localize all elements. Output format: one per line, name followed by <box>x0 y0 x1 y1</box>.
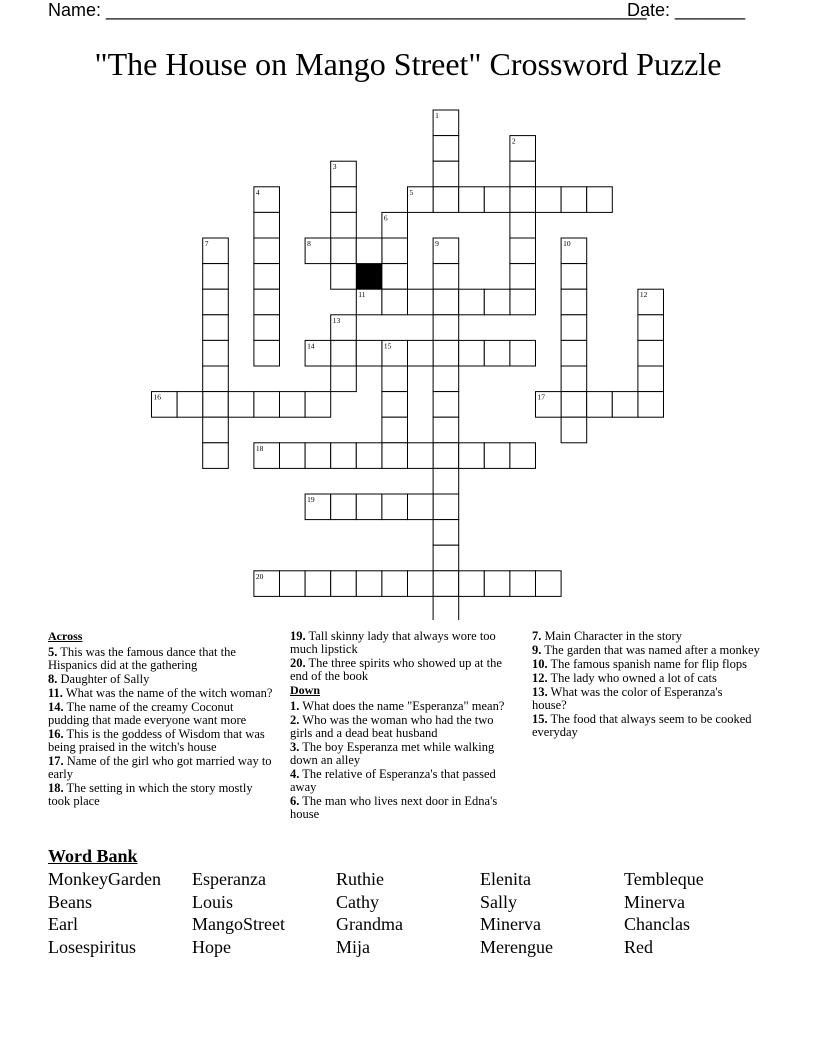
clue-down-6: 6. The man who lives next door in Edna's house <box>290 794 498 821</box>
grid-cell[interactable] <box>536 571 562 597</box>
grid-cell[interactable] <box>280 392 306 418</box>
grid-cell[interactable] <box>433 187 459 213</box>
grid-clue-number: 14 <box>307 341 315 351</box>
grid-cell[interactable] <box>356 238 382 264</box>
clue-across-20: 20. The three spirits who showed up at the end of the book <box>290 656 502 683</box>
grid-cell[interactable] <box>612 392 638 418</box>
word-bank-item: Earl <box>48 914 78 935</box>
grid-cell[interactable] <box>433 289 459 315</box>
grid-cell[interactable] <box>433 392 459 418</box>
clue-across-11: 11. What was the name of the witch woman? <box>48 686 273 700</box>
grid-clue-number: 2 <box>511 136 516 146</box>
grid-cell[interactable] <box>433 494 459 520</box>
word-bank-item: Esperanza <box>192 869 266 889</box>
clue-down-10: 10. The famous spanish name for flip flops <box>532 657 748 671</box>
grid-cell[interactable] <box>254 392 280 418</box>
grid-clue-number: 18 <box>255 443 264 453</box>
grid-cell[interactable] <box>356 571 382 597</box>
grid-cell[interactable] <box>382 264 408 290</box>
grid-cell[interactable] <box>203 315 229 341</box>
grid-clue-number: 16 <box>153 392 161 402</box>
grid-cell[interactable] <box>382 366 408 392</box>
grid-cell[interactable] <box>536 187 562 213</box>
word-bank-item: MangoStreet <box>192 914 285 935</box>
clue-down-15: 15. The food that always seem to be cooked everyday <box>532 712 752 739</box>
grid-cell[interactable] <box>433 340 459 366</box>
clue-down-1: 1. What does the name "Esperanza" mean? <box>290 699 505 713</box>
grid-cell[interactable] <box>638 315 664 341</box>
grid-clue-number: 9 <box>435 239 439 248</box>
grid-cell[interactable] <box>561 417 587 443</box>
grid-cell[interactable] <box>203 392 229 418</box>
word-bank-item: Sally <box>480 891 518 912</box>
grid-cell[interactable] <box>280 443 306 469</box>
grid-cell[interactable] <box>382 392 408 418</box>
grid-cell[interactable] <box>510 289 536 315</box>
grid-cell[interactable] <box>433 161 459 187</box>
grid-clue-number: 7 <box>204 239 209 248</box>
word-bank-item: Ruthie <box>336 869 384 889</box>
grid-cell[interactable] <box>331 212 357 238</box>
grid-cell[interactable] <box>382 238 408 264</box>
grid-clue-number: 11 <box>358 290 366 300</box>
clues-column-3 <box>532 630 760 740</box>
grid-cell[interactable] <box>484 340 510 366</box>
grid-cell[interactable] <box>433 571 459 597</box>
grid-cell[interactable] <box>408 289 434 315</box>
grid-cell[interactable] <box>382 571 408 597</box>
grid-cell[interactable] <box>254 315 280 341</box>
down-heading: Down <box>290 683 321 697</box>
grid-cell[interactable] <box>510 238 536 264</box>
clue-across-16: 16. This is the goddess of Wisdom that was being praised in the witch's house <box>48 727 265 754</box>
grid-cell[interactable] <box>280 571 306 597</box>
black-square <box>356 264 382 290</box>
grid-cell[interactable] <box>408 494 434 520</box>
grid-clue-number: 12 <box>639 290 648 300</box>
grid-cell[interactable] <box>510 212 536 238</box>
grid-cell[interactable] <box>331 494 357 520</box>
grid-clue-number: 19 <box>307 495 315 504</box>
word-bank-item: Mija <box>336 936 370 957</box>
word-bank-item: Chanclas <box>624 914 690 935</box>
grid-clue-number: 5 <box>409 187 414 197</box>
grid-cell[interactable] <box>331 187 357 213</box>
clue-across-14: 14. The name of the creamy Coconut pudding that made everyone want more <box>48 700 247 727</box>
grid-clue-number: 8 <box>307 239 311 248</box>
grid-cell[interactable] <box>459 443 485 469</box>
word-bank-item: Tembleque <box>624 869 704 889</box>
grid-cell[interactable] <box>433 545 459 571</box>
clue-down-12: 12. The lady who owned a lot of cats <box>532 671 717 685</box>
grid-cell[interactable] <box>561 366 587 392</box>
grid-cell[interactable] <box>203 417 229 443</box>
grid-cell[interactable] <box>433 136 459 162</box>
grid-cell[interactable] <box>510 264 536 290</box>
grid-cell[interactable] <box>510 187 536 213</box>
grid-cell[interactable] <box>561 340 587 366</box>
grid-cell[interactable] <box>254 289 280 315</box>
grid-cell[interactable] <box>408 571 434 597</box>
grid-cell[interactable] <box>331 366 357 392</box>
word-bank-item: Minerva <box>480 914 541 935</box>
clue-across-5: 5. This was the famous dance that the Hispanics did at the gathering <box>48 645 236 672</box>
grid-cell[interactable] <box>561 289 587 315</box>
grid-cell[interactable] <box>382 443 408 469</box>
grid-cell[interactable] <box>510 571 536 597</box>
grid-cell[interactable] <box>331 443 357 469</box>
grid-cell[interactable] <box>459 289 485 315</box>
grid-cell[interactable] <box>203 289 229 315</box>
grid-cell[interactable] <box>356 494 382 520</box>
grid-cell[interactable] <box>203 264 229 290</box>
grid-cell[interactable] <box>638 392 664 418</box>
grid-cell[interactable] <box>254 212 280 238</box>
grid-cell[interactable] <box>382 417 408 443</box>
page-title: "The House on Mango Street" Crossword Puzzle <box>94 46 722 82</box>
grid-cell[interactable] <box>433 264 459 290</box>
grid-cell[interactable] <box>433 596 459 620</box>
grid-cell[interactable] <box>433 520 459 546</box>
word-bank <box>48 868 768 958</box>
clues-column-2 <box>290 630 518 822</box>
word-bank-item: Elenita <box>480 869 531 889</box>
clue-across-19: 19. Tall skinny lady that always wore too much lipstick <box>290 629 496 656</box>
grid-cell[interactable] <box>561 264 587 290</box>
grid-cell[interactable] <box>331 571 357 597</box>
grid-cell[interactable] <box>459 340 485 366</box>
grid-cell[interactable] <box>561 187 587 213</box>
clue-down-13: 13. What was the color of Esperanza's house? <box>532 685 723 712</box>
grid-clue-number: 17 <box>537 392 545 402</box>
clue-across-8: 8. Daughter of Sally <box>48 672 150 686</box>
grid-cell[interactable] <box>331 264 357 290</box>
word-bank-item: Hope <box>192 936 231 957</box>
grid-cell[interactable] <box>331 238 357 264</box>
grid-clue-number: 15 <box>383 341 392 351</box>
grid-cell[interactable] <box>638 340 664 366</box>
word-bank-item: Beans <box>48 891 92 912</box>
grid-cell[interactable] <box>484 187 510 213</box>
grid-clue-number: 6 <box>383 213 388 223</box>
clue-across-17: 17. Name of the girl who got married way to early <box>48 754 272 781</box>
grid-cell[interactable] <box>331 340 357 366</box>
grid-clue-number: 10 <box>563 239 571 248</box>
grid-cell[interactable] <box>254 238 280 264</box>
clue-down-9: 9. The garden that was named after a monkey <box>532 643 760 657</box>
grid-cell[interactable] <box>254 340 280 366</box>
grid-cell[interactable] <box>510 161 536 187</box>
word-bank-item: MonkeyGarden <box>48 869 161 889</box>
word-bank-item: Red <box>624 936 653 957</box>
grid-cell[interactable] <box>203 443 229 469</box>
grid-cell[interactable] <box>433 366 459 392</box>
grid-cell[interactable] <box>510 443 536 469</box>
date-field-label: Date: _______ <box>627 0 746 20</box>
grid-cell[interactable] <box>254 264 280 290</box>
grid-cell[interactable] <box>382 289 408 315</box>
clue-across-18: 18. The setting in which the story mostly took place <box>48 781 253 808</box>
grid-cell[interactable] <box>433 315 459 341</box>
word-bank-item: Minerva <box>624 891 685 912</box>
grid-cell[interactable] <box>561 315 587 341</box>
grid-cell[interactable] <box>587 392 613 418</box>
grid-cell[interactable] <box>459 571 485 597</box>
grid-cell[interactable] <box>587 187 613 213</box>
grid-cell[interactable] <box>433 417 459 443</box>
grid-clue-number: 1 <box>435 111 439 120</box>
grid-clue-number: 4 <box>255 187 260 197</box>
clues-column-1 <box>48 630 276 809</box>
grid-cell[interactable] <box>356 340 382 366</box>
grid-cell[interactable] <box>484 443 510 469</box>
clue-down-4: 4. The relative of Esperanza's that passed away <box>290 767 496 794</box>
grid-cell[interactable] <box>433 468 459 494</box>
grid-cell[interactable] <box>638 366 664 392</box>
grid-cell[interactable] <box>510 340 536 366</box>
grid-cell[interactable] <box>305 443 331 469</box>
grid-cell[interactable] <box>305 571 331 597</box>
grid-cell[interactable] <box>177 392 203 418</box>
grid-clue-number: 3 <box>332 162 337 172</box>
word-bank-item: Grandma <box>336 914 403 935</box>
grid-clue-number: 13 <box>332 315 341 325</box>
grid-cell[interactable] <box>484 289 510 315</box>
word-bank-item: Merengue <box>480 936 553 957</box>
grid-cell[interactable] <box>433 443 459 469</box>
clue-down-3: 3. The boy Esperanza met while walking down an alley <box>290 740 495 767</box>
clue-down-7: 7. Main Character in the story <box>532 629 682 643</box>
word-bank-item: Losespiritus <box>48 936 136 957</box>
grid-cell[interactable] <box>561 392 587 418</box>
clue-down-2: 2. Who was the woman who had the two girls and a dead beat husband <box>290 713 494 740</box>
grid-cell[interactable] <box>356 443 382 469</box>
grid-cell[interactable] <box>305 392 331 418</box>
grid-cell[interactable] <box>484 571 510 597</box>
grid-cell[interactable] <box>408 340 434 366</box>
grid-cell[interactable] <box>203 340 229 366</box>
word-bank-title: Word Bank <box>48 846 138 866</box>
grid-cell[interactable] <box>408 443 434 469</box>
grid-cell[interactable] <box>203 366 229 392</box>
grid-clue-number: 20 <box>255 571 264 581</box>
grid-cell[interactable] <box>459 187 485 213</box>
name-field-label: Name: ______________________________________________________ <box>48 0 647 20</box>
across-heading: Across <box>48 629 83 643</box>
word-bank-item: Cathy <box>336 891 379 912</box>
word-bank-item: Louis <box>192 891 234 912</box>
grid-cell[interactable] <box>228 392 254 418</box>
grid-cell[interactable] <box>382 494 408 520</box>
